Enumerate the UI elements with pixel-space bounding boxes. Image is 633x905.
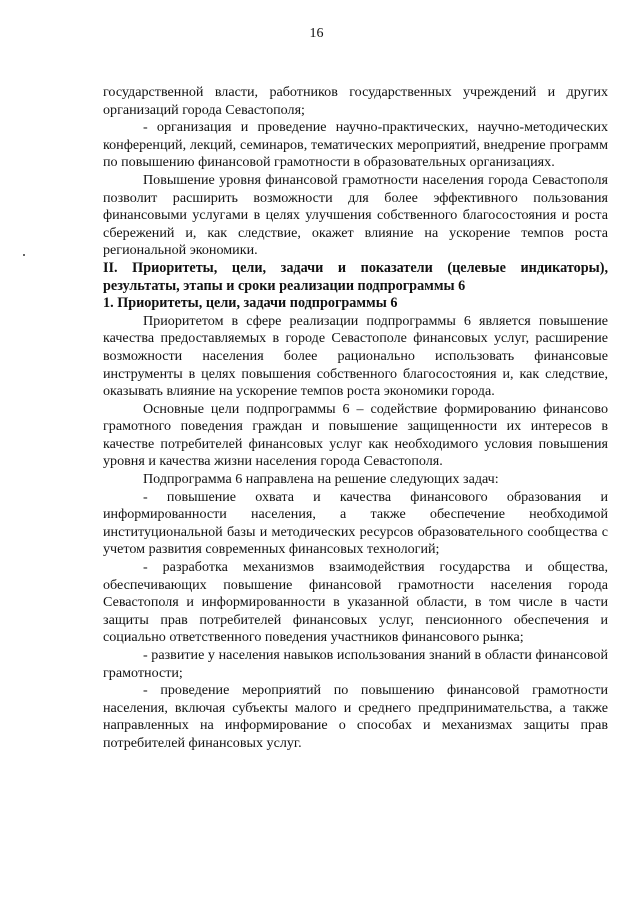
paragraph-list-item: - организация и проведение научно-практических, научно-методических конференций, лекций, семинаров, тематических мероприятий, внедрение программ по повышению финансовой грамотности в образовательных организациях. [103, 119, 608, 171]
section-heading: II. Приоритеты, цели, задачи и показатели (целевые индикаторы), результаты, этапы и сроки реализации подпрограммы 6 [103, 259, 608, 294]
paragraph-list-item: - развитие у населения навыков использования знаний в области финансовой грамотности; [103, 647, 608, 681]
paragraph: Приоритетом в сфере реализации подпрограммы 6 является повышение качества предоставляемых в городе Севастополе финансовых услуг, расширение возможности населения более рационально использовать финансовые инструменты в целях повышения собственного благосостояния и, как следствие, оказывать влияние на ускорение темпов роста экономики города. [103, 312, 608, 400]
paragraph-continuation: государственной власти, работников государственных учреждений и других организаций города Севастополя; [103, 84, 608, 118]
document-body [103, 84, 608, 753]
paragraph-list-item: - разработка механизмов взаимодействия государства и общества, обеспечивающих повышение финансовой грамотности населения города Севастополя и информированности в указанной области, в том числе в части защиты прав потребителей финансовых услуг, пенсионного обеспечения и социально ответственного поведения участников финансового рынка; [103, 559, 608, 646]
sub-heading: 1. Приоритеты, цели, задачи подпрограммы 6 [103, 295, 398, 312]
paragraph: Повышение уровня финансовой грамотности населения города Севастополя позволит расширить возможности для более эффективного пользования финансовыми услугами в целях улучшения собственного благосостояния и роста сбережений и, как следствие, окажет влияние на ускорение темпов роста региональной экономики. [103, 171, 608, 259]
scan-speck [23, 254, 25, 256]
paragraph-list-item: - повышение охвата и качества финансового образования и информированности населения, а также обеспечение необходимой институциональной базы и методических ресурсов образовательного сообщества с учетом развития современных финансовых технологий; [103, 488, 608, 558]
page-number: 16 [309, 26, 324, 41]
paragraph: Подпрограмма 6 направлена на решение следующих задач: [143, 471, 499, 488]
paragraph: Основные цели подпрограммы 6 – содействие формированию финансово грамотного поведения граждан и повышение защищенности их интересов в качестве потребителей финансовых услуг как необходимого условия повышения уровня и качества жизни населения города Севастополя. [103, 400, 608, 470]
paragraph-list-item: - проведение мероприятий по повышению финансовой грамотности населения, включая субъекты малого и среднего предпринимательства, а также направленных на информирование о способах и механизмах защиты прав потребителей финансовых услуг. [103, 682, 608, 751]
